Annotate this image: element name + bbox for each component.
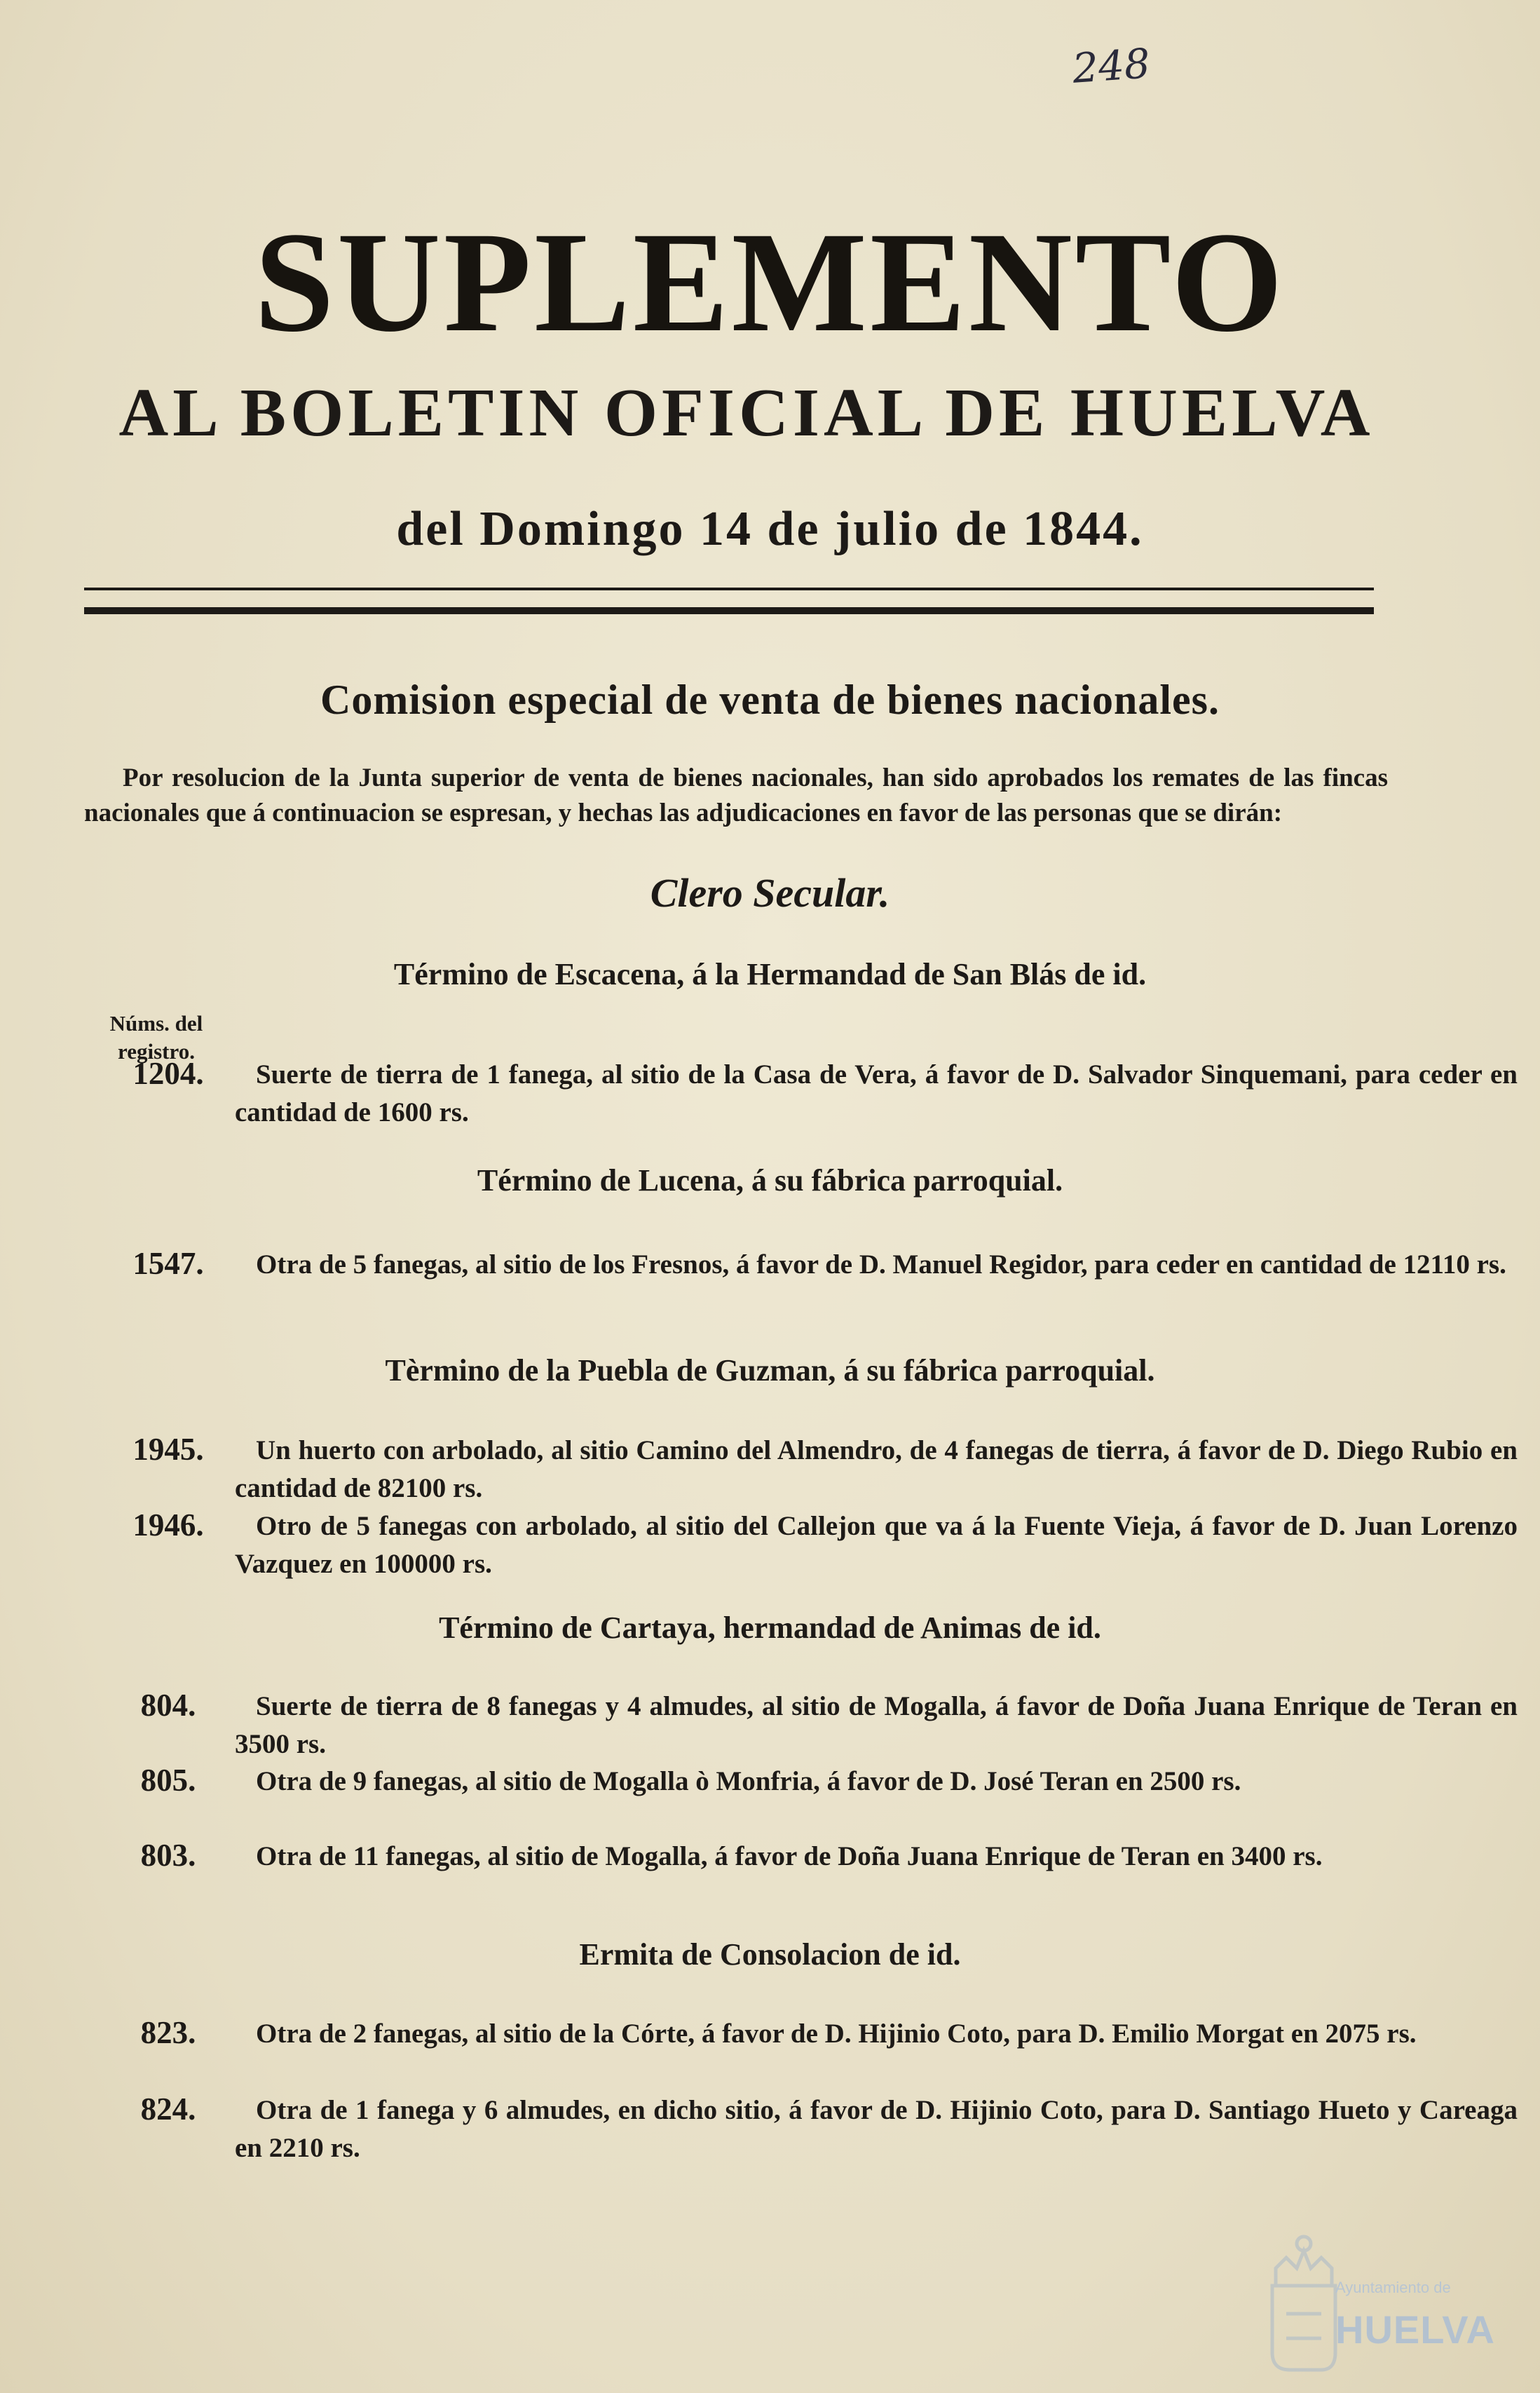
watermark-name: HUELVA (1335, 2307, 1495, 2352)
commission-heading: Comision especial de venta de bienes nacionales. (320, 677, 1220, 723)
registry-number: 1204. (132, 1056, 204, 1091)
registry-entry-text: Otra de 2 fanegas, al sitio de la Córte, á favor de D. Hijinio Coto, para D. Emilio Morgat en 2075 rs. (256, 2019, 1417, 2049)
section-heading: Ermita de Consolacion de id. (579, 1937, 961, 1972)
registry-number: 823. (140, 2015, 196, 2050)
registry-entry-text: Otra de 1 fanega y 6 almudes, en dicho sitio, á favor de D. Hijinio Coto, para D. Santiago Hueto y Careaga en 2210 rs. (235, 2095, 1518, 2163)
registry-number: 1946. (132, 1507, 204, 1543)
section-heading: Término de Escacena, á la Hermandad de San Blás de id. (393, 957, 1147, 991)
registry-number: 824. (140, 2092, 196, 2127)
intro-paragraph: Por resolucion de la Junta superior de venta de bienes nacionales, han sido aprobados los remates de las fincas nacionales que á continuacion se espresan, y hechas las adjudicaciones en favor de las personas que se dirán: (84, 764, 1388, 827)
registry-number: 805. (140, 1763, 196, 1798)
registry-entry-text: Otra de 11 fanegas, al sitio de Mogalla, á favor de Doña Juana Enrique de Teran en 3400 rs. (256, 1841, 1323, 1871)
registry-number: 804. (140, 1688, 196, 1723)
registry-entry-text: Un huerto con arbolado, al sitio Camino del Almendro, de 4 fanegas de tierra, á favor de D. Diego Rubio en cantidad de 82100 rs. (235, 1435, 1518, 1503)
registry-entry-text: Suerte de tierra de 1 fanega, al sitio de la Casa de Vera, á favor de D. Salvador Sinquemani, para ceder en cantidad de 1600 rs. (235, 1059, 1518, 1127)
category-heading (0, 870, 1540, 916)
section-heading: Término de Cartaya, hermandad de Animas de id. (439, 1611, 1101, 1645)
registry-entry-text: Suerte de tierra de 8 fanegas y 4 almudes, al sitio de Mogalla, á favor de Doña Juana Enrique de Teran en 3500 rs. (235, 1691, 1518, 1759)
document-dateline: del Domingo 14 de julio de 1844. (396, 502, 1144, 556)
watermark-label: Ayuntamiento de (1335, 2279, 1451, 2296)
document-title: SUPLEMENTO (254, 203, 1286, 362)
section-heading: Término de Lucena, á su fábrica parroquial. (477, 1163, 1063, 1198)
header-rule-thick (84, 607, 1374, 614)
registry-entry-text: Otro de 5 fanegas con arbolado, al sitio del Callejon que va á la Fuente Vieja, á favor de D. Juan Lorenzo Vazquez en 100000 rs. (235, 1511, 1518, 1579)
header-rule-thin (84, 588, 1374, 590)
category-heading-text: Clero Secular. (650, 870, 890, 916)
registry-entry-text: Otra de 5 fanegas, al sitio de los Fresnos, á favor de D. Manuel Regidor, para ceder en cantidad de 12110 rs. (256, 1249, 1506, 1280)
registry-number: 803. (140, 1838, 196, 1873)
registry-number: 1945. (132, 1432, 204, 1467)
registry-column-header: Núms. del registro. (109, 1011, 203, 1064)
handwritten-page-number: 248 (1070, 39, 1152, 93)
document-subtitle: AL BOLETIN OFICIAL DE HUELVA (118, 375, 1375, 451)
section-heading: Tèrmino de la Puebla de Guzman, á su fábrica parroquial. (385, 1353, 1155, 1388)
registry-entry-text: Otra de 9 fanegas, al sitio de Mogalla ò Monfria, á favor de D. José Teran en 2500 rs. (256, 1766, 1241, 1796)
registry-number: 1547. (132, 1246, 204, 1281)
